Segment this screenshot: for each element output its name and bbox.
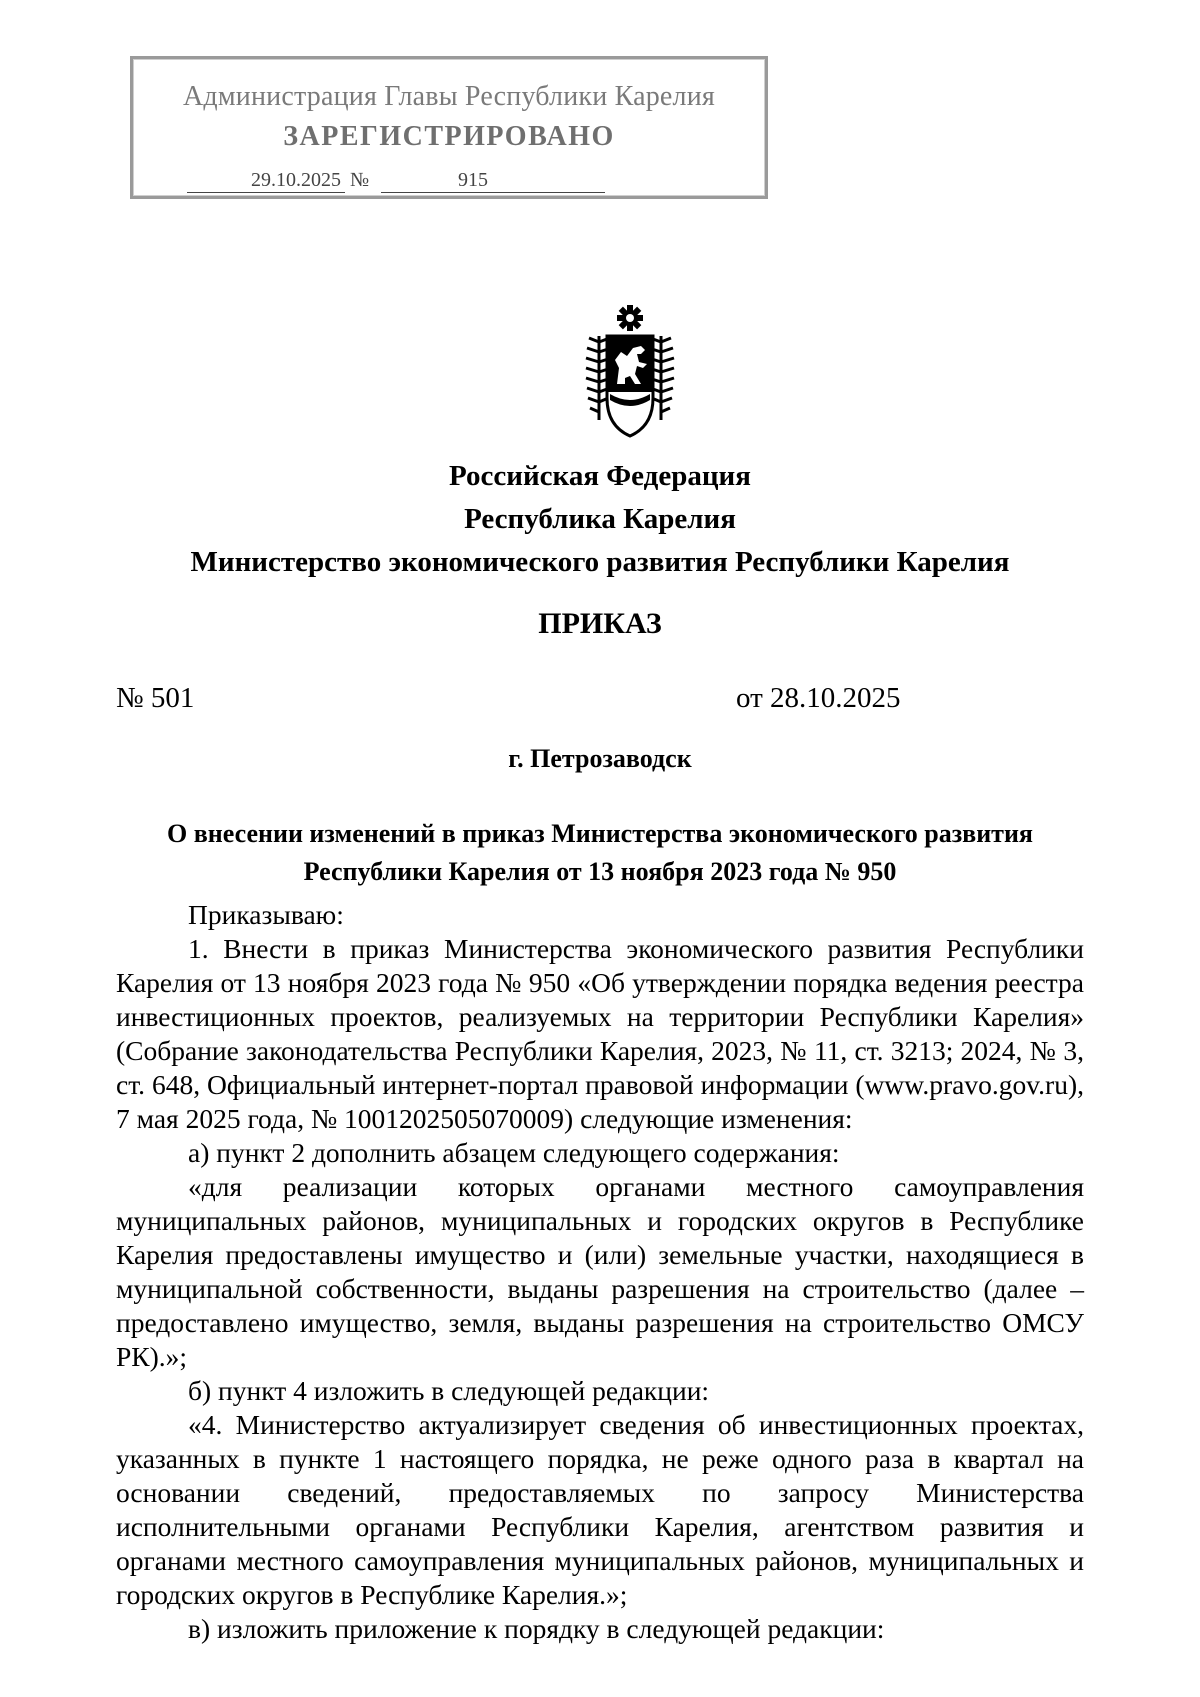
paragraph-b: б) пункт 4 изложить в следующей редакции: (188, 1375, 710, 1406)
order-number: № 501 (116, 682, 195, 714)
stamp-number: 915 (381, 169, 605, 193)
order-date: от 28.10.2025 (736, 682, 901, 714)
subject-line-1: О внесении изменений в приказ Министерства экономического развития (166, 819, 1033, 848)
paragraph-1: 1. Внести в приказ Министерства экономического развития Республики Карелия от 13 ноября 2023 года № 950 «Об утверждении порядка ведения реестра инвестиционных проектов, реализуемых на территории Республики Карелия» (Собрание законодательства Республики Карелия, 2023, № 11, ст. 3213; 2024, № 3, ст. 648, Официальный интернет-портал правовой информации (www.pravo.gov.ru), 7 мая 2025 года, № 1001202505070009) следующие изменения: (116, 933, 1084, 1134)
republic-title: Республика Карелия (464, 503, 736, 535)
document-body (116, 898, 1084, 1646)
country-title: Российская Федерация (449, 460, 751, 492)
subject-line-2: Республики Карелия от 13 ноября 2023 года № 950 (303, 857, 897, 886)
stamp-date: 29.10.2025 (187, 169, 345, 193)
karelia-coat-of-arms-icon (577, 302, 683, 442)
document-subject (0, 815, 1200, 891)
stamp-number-sign: № (350, 169, 370, 191)
stamp-organization: Администрация Главы Республики Карелия (183, 81, 715, 112)
paragraph-b-quote: «4. Министерство актуализирует сведения об инвестиционных проектах, указанных в пункте 1 настоящего порядка, не реже одного раза в квартал на основании сведений, предоставляемых по запросу Министерства исполнительными органами Республики Карелия, агентством развития и органами местного самоуправления муниципальных районов, муниципальных и городских округов в Республике Карелия.»; (116, 1409, 1084, 1610)
document-type: ПРИКАЗ (538, 607, 662, 640)
ministry-title: Министерство экономического развития Республики Карелия (190, 546, 1010, 578)
stamp-status: ЗАРЕГИСТРИРОВАНО (283, 121, 615, 152)
paragraph-v: в) изложить приложение к порядку в следующей редакции: (188, 1613, 885, 1644)
paragraph-a: а) пункт 2 дополнить абзацем следующего содержания: (188, 1137, 840, 1168)
registration-stamp (130, 56, 768, 199)
paragraph-a-quote: «для реализации которых органами местного самоуправления муниципальных районов, муниципальных и городских округов в Республике Карелия предоставлены имущество и (или) земельные участки, находящиеся в муниципальной собственности, выданы разрешения на строительство (далее – предоставлено имущество, земля, выданы разрешения на строительство ОМСУ РК).»; (116, 1171, 1084, 1372)
city: г. Петрозаводск (508, 744, 692, 773)
paragraph-intro: Приказываю: (188, 899, 344, 930)
